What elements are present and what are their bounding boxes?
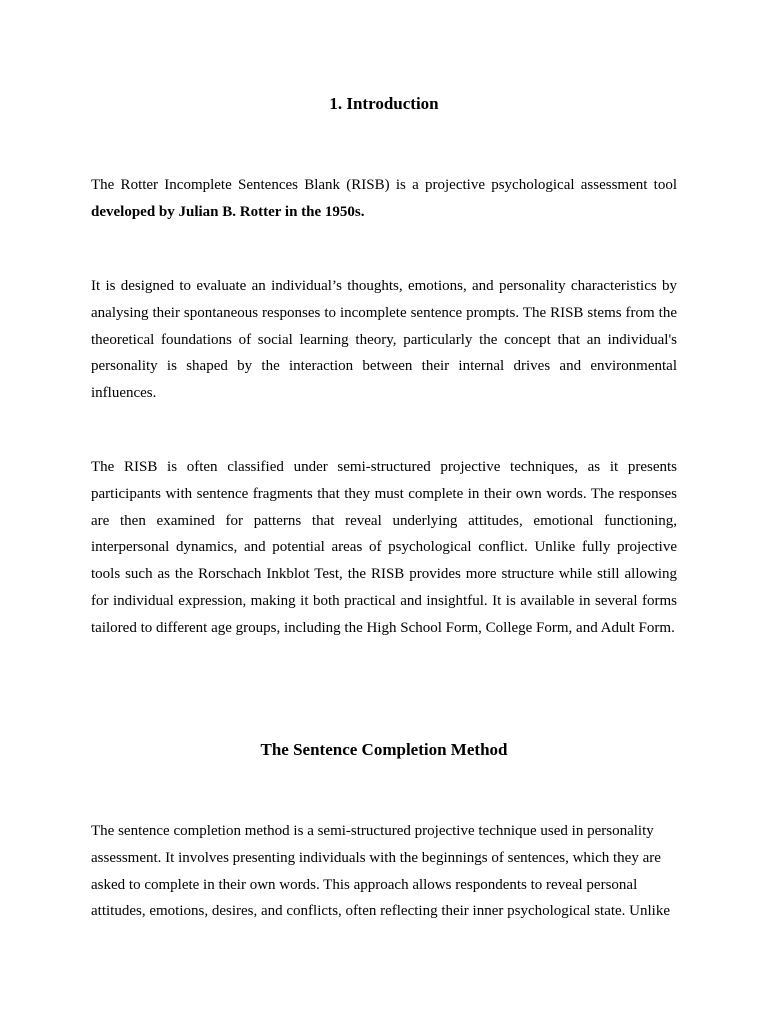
intro-paragraph-2: It is designed to evaluate an individual’s thoughts, emotions, and personality characteristics by analysing their spontaneous responses to incomplete sentence prompts. The RISB stems from the theoretical foundations of social learning theory, particularly the concept that an individual's personality is shaped by the interaction between their internal drives and environmental influences. <box>91 278 677 402</box>
intro-paragraph-1-text: The Rotter Incomplete Sentences Blank (RISB) is a projective psychological assessment tool <box>91 177 677 193</box>
intro-paragraph-1-bold: developed by Julian B. Rotter in the 1950s. <box>91 203 365 220</box>
section-heading-sentence-completion: The Sentence Completion Method <box>260 740 508 759</box>
intro-paragraph-1 <box>91 172 677 226</box>
intro-paragraph-3: The RISB is often classified under semi-structured projective techniques, as it presents participants with sentence fragments that they must complete in their own words. The responses are then examined for patterns that reveal underlying attitudes, emotional functioning, interpersonal dynamics, and potential areas of psychological conflict. Unlike fully projective tools such as the Rorschach Inkblot Test, the RISB provides more structure while still allowing for individual expression, making it both practical and insightful. It is available in several forms tailored to different age groups, including the High School Form, College Form, and Adult Form. <box>91 459 677 636</box>
sentence-completion-paragraph-1: The sentence completion method is a semi-structured projective technique used in personality assessment. It involves presenting individuals with the beginnings of sentences, which they are asked to complete in their own words. This approach allows respondents to reveal personal attitudes, emotions, desires, and conflicts, often reflecting their inner psychological state. Unlike <box>91 823 671 920</box>
section-heading-introduction: 1. Introduction <box>329 94 439 113</box>
